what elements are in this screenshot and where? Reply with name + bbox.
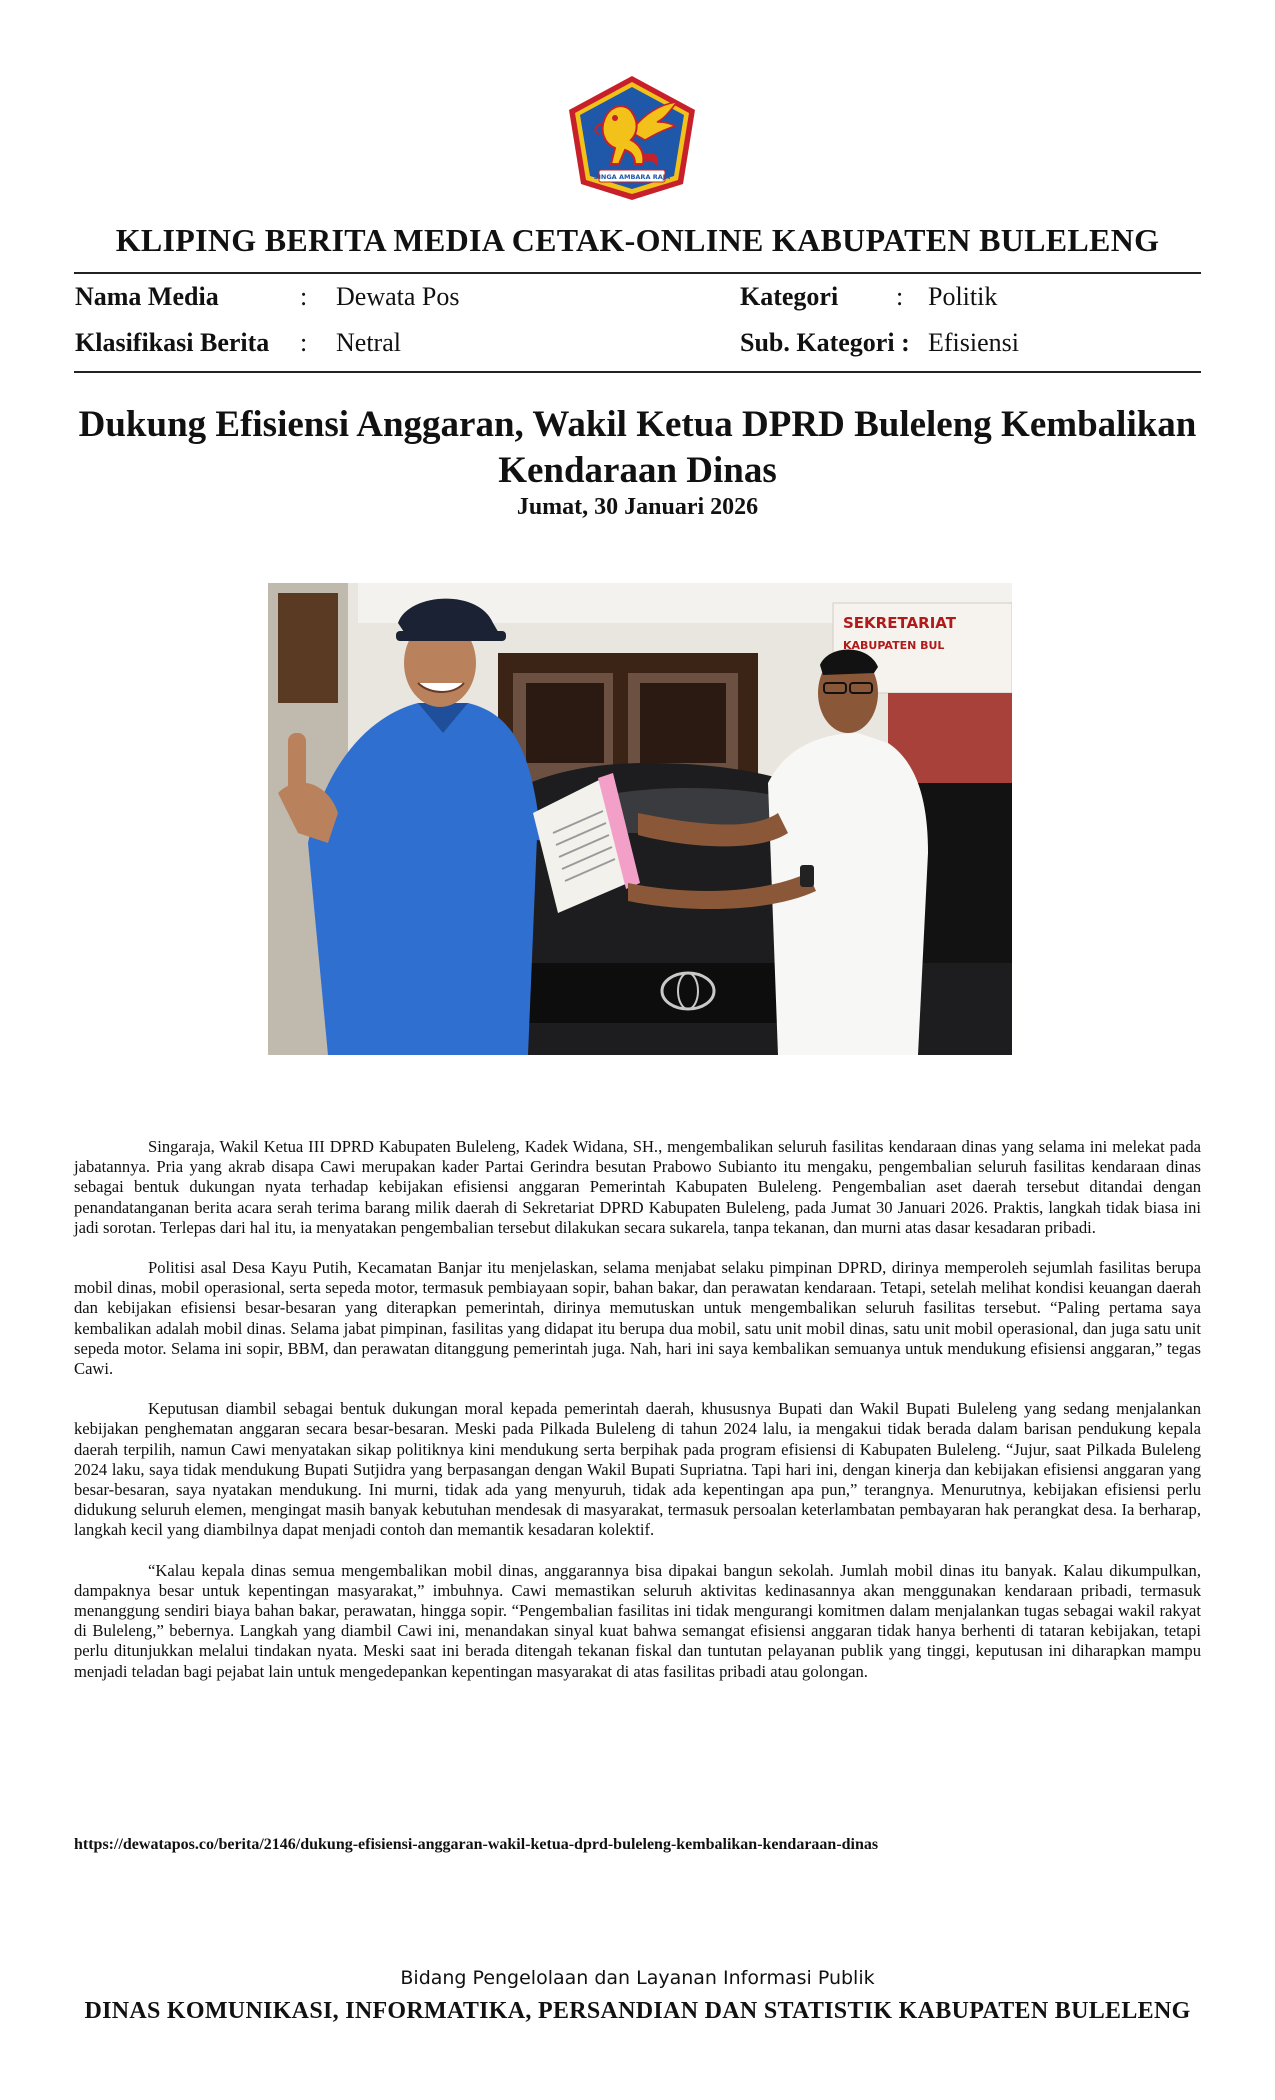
buleleng-emblem-icon	[565, 74, 699, 202]
category-value: Politik	[928, 282, 998, 311]
emblem-motto: SINGA AMBARA RAJA	[593, 173, 671, 181]
divider-top	[74, 272, 1201, 274]
subcategory-value: Efisiensi	[928, 328, 1019, 357]
category-label: Kategori	[740, 282, 839, 311]
article-paragraph: Keputusan diambil sebagai bentuk dukungan moral kepada pemerintah daerah, khususnya Bupati dan Wakil Bupati Buleleng yang sedang menjalankan kebijakan penghematan anggaran secara besar-besaran. Meski pada Pilkada Buleleng di tahun 2024 lalu, ia mengakui tidak berada dalam barisan pendukung kepala daerah terpilih, namun Cawi menyatakan sikap politiknya kini mendukung serta berpihak pada program efisiensi di Kabupaten Buleleng. “Jujur, saat Pilkada Buleleng 2024 laku, saya tidak mendukung Bupati Sutjidra yang berpasangan dengan Wakil Bupati Supriatna. Tapi hari ini, dengan kinerja dan kebijakan efisiensi anggaran yang besar-besaran, saya nyatakan mendukung. Ini murni, tidak ada yang menyuruh, tidak ada kepentingan apa pun,” terangnya. Menurutnya, kebijakan efisiensi perlu didukung seluruh elemen, mengingat masih banyak kebutuhan mendesak di masyarakat, termasuk persoalan keterlambatan pembayaran hak perangkat desa. Ia berharap, langkah kecil yang diambilnya dapat menjadi contoh dan memantik kesadaran kolektif.	[74, 1399, 1201, 1540]
footer-agency: DINAS KOMUNIKASI, INFORMATIKA, PERSANDIAN DAN STATISTIK KABUPATEN BULELENG	[84, 1998, 1191, 2024]
article-paragraph: Singaraja, Wakil Ketua III DPRD Kabupaten Buleleng, Kadek Widana, SH., mengembalikan seluruh fasilitas kendaraan dinas yang selama ini melekat pada jabatannya. Pria yang akrab disapa Cawi merupakan kader Partai Gerindra besutan Prabowo Subianto itu mengaku, pengembalian seluruh fasilitas kendaraan dinas sebagai bentuk dukungan nyata terhadap kebijakan efisiensi anggaran Pemerintah Kabupaten Buleleng. Pengembalian aset daerah tersebut ditandai dengan penandatanganan berita acara serah terima barang milik daerah di Sekretariat DPRD Kabupaten Buleleng, pada Jumat 30 Januari 2026. Praktis, langkah tidak biasa ini jadi sorotan. Terlepas dari hal itu, ia menyatakan pengembalian tersebut dilakukan secara sukarela, tanpa tekanan, dan murni atas dasar kesadaran pribadi.	[74, 1137, 1201, 1237]
footer-division: Bidang Pengelolaan dan Layanan Informasi Publik	[400, 1967, 875, 1989]
article-paragraph: Politisi asal Desa Kayu Putih, Kecamatan Banjar itu menjelaskan, selama menjabat selaku pimpinan DPRD, dirinya memperoleh sejumlah fasilitas berupa mobil dinas, mobil operasional, serta sepeda motor, termasuk pembiayaan sopir, bahan bakar, dan perawatan kendaraan. Tetapi, setelah melihat kondisi keuangan daerah dan kebijakan efisiensi besar-besaran yang diterapkan pemerintah, dirinya memutuskan untuk mengembalikan seluruh fasilitas tersebut. “Paling pertama saya kembalikan adalah mobil dinas. Selama jabat pimpinan, fasilitas yang didapat itu berupa dua mobil, satu unit mobil dinas, satu unit mobil operasional, dan juga satu unit sepeda motor. Selama ini sopir, BBM, dan perawatan ditanggung pemerintah juga. Nah, hari ini saya kembalikan semuanya untuk mendukung efisiensi anggaran,” tegas Cawi.	[74, 1258, 1201, 1379]
article-body	[74, 1137, 1201, 1702]
classification-label: Klasifikasi Berita	[75, 328, 270, 357]
clipping-header-title: KLIPING BERITA MEDIA CETAK-ONLINE KABUPATEN BULELENG	[115, 222, 1160, 258]
classification-separator: :	[300, 328, 308, 357]
article-headline: Dukung Efisiensi Anggaran, Wakil Ketua DPRD Buleleng Kembalikan Kendaraan Dinas	[78, 404, 1197, 491]
source-url: https://dewatapos.co/berita/2146/dukung-efisiensi-anggaran-wakil-ketua-dprd-buleleng-kembalikan-kendaraan-dinas	[74, 1836, 879, 1853]
divider-bottom	[74, 371, 1201, 373]
article-photo	[268, 583, 1012, 1055]
category-separator: :	[896, 282, 904, 311]
buleleng-emblem	[565, 74, 699, 202]
media-separator: :	[300, 282, 308, 311]
photo-sign-line1: SEKRETARIAT	[843, 614, 956, 632]
classification-value: Netral	[336, 328, 401, 357]
media-value: Dewata Pos	[336, 282, 460, 311]
subcategory-label: Sub. Kategori :	[740, 328, 910, 357]
article-date: Jumat, 30 Januari 2026	[516, 494, 759, 520]
media-label: Nama Media	[75, 282, 219, 311]
photo-sign-line2: KABUPATEN BUL	[843, 639, 945, 652]
article-paragraph: “Kalau kepala dinas semua mengembalikan mobil dinas, anggarannya bisa dipakai bangun sekolah. Jumlah mobil dinas itu banyak. Kalau dikumpulkan, dampaknya besar untuk kepentingan masyarakat,” imbuhnya. Cawi memastikan seluruh aktivitas kedinasannya akan menggunakan kendaraan pribadi, termasuk menanggung sendiri biaya bahan bakar, perawatan, hingga sopir. “Pengembalian fasilitas ini tidak mengurangi komitmen dalam menjalankan tugas sebagai wakil rakyat di Buleleng,” bebernya. Langkah yang diambil Cawi ini, menandakan sinyal kuat bahwa semangat efisiensi anggaran tidak hanya berhenti di tataran kebijakan, tetapi perlu ditunjukkan melalui tindakan nyata. Meski saat ini berada ditengah tekanan fiskal dan tuntutan pelayanan publik yang tinggi, keputusan ini diharapkan mampu menjadi teladan bagi pejabat lain untuk mengedepankan kepentingan masyarakat di atas fasilitas pribadi atau golongan.	[74, 1560, 1201, 1681]
